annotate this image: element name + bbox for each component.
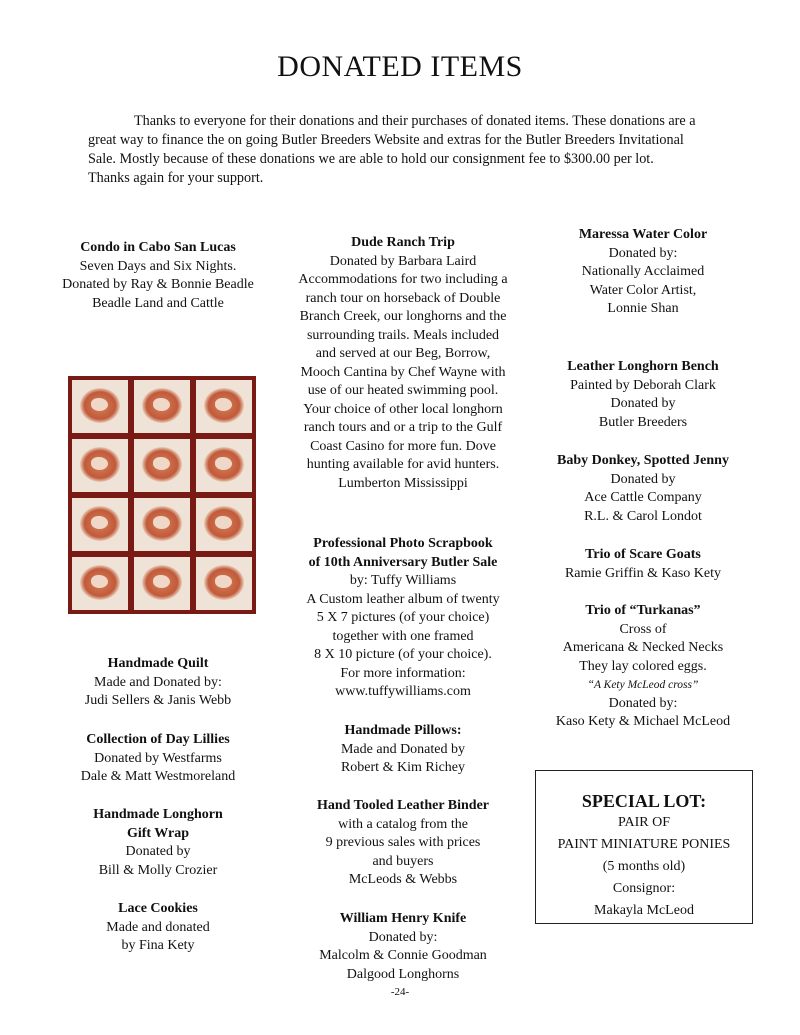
quilt-square (134, 557, 190, 610)
quilt-square (134, 380, 190, 433)
item-line: Water Color Artist, (589, 282, 697, 298)
quilt-square (72, 380, 128, 433)
quilt-square (134, 439, 190, 492)
special-lot-heading: SPECIAL LOT: (581, 791, 707, 811)
item-lace-cookies (48, 900, 268, 956)
item-title: Maressa Water Color (578, 227, 708, 242)
item-condo (48, 239, 268, 313)
special-lot-line: PAINT MINIATURE PONIES (557, 837, 731, 852)
item-line: Beadle Land and Cattle (92, 295, 224, 311)
item-scare-goats (536, 546, 750, 583)
item-line: Donated by: (608, 695, 678, 711)
item-line: Donated by Barbara Laird (329, 253, 477, 269)
quilt-square (72, 439, 128, 492)
item-line: Cross of (619, 621, 667, 637)
item-line: together with one framed (332, 628, 474, 644)
item-line: For more information: (340, 665, 466, 681)
item-line: by: Tuffy Williams (349, 573, 457, 588)
item-line: Donated by (610, 471, 676, 487)
quilt-square (134, 498, 190, 551)
item-line: Judi Sellers & Janis Webb (84, 693, 232, 708)
quilt-photo (68, 376, 256, 614)
item-line: They lay colored eggs. (579, 658, 707, 674)
item-line: by Fina Kety (121, 938, 195, 953)
item-line: Ace Cattle Company (584, 490, 702, 505)
item-line: Dale & Matt Westmoreland (80, 769, 236, 784)
item-line: and buyers (372, 853, 434, 869)
item-line: R.L. & Carol Londot (584, 508, 702, 524)
item-line: Made and Donated by (340, 741, 466, 757)
item-line: Mooch Cantina by Chef Wayne with (300, 364, 506, 380)
item-line: Branch Creek, our longhorns and the (299, 309, 507, 324)
special-lot-box (535, 770, 753, 924)
intro-paragraph: Thanks to everyone for their donations and their purchases of donated items. These donations are a great way to finance the on going Butler Breeders Website and extras for the Butler Breeders Invitational Sale. Mostly because of these donations we are able to hold our consignment fee to $300.00 per lot. Thanks again for your support. (88, 113, 696, 186)
quilt-square (196, 498, 252, 551)
item-longhorn-bench (536, 358, 750, 432)
item-title: Trio of Scare Goats (585, 547, 701, 562)
item-line: Americana & Necked Necks (562, 640, 724, 655)
item-handmade-quilt (48, 655, 268, 711)
item-photo-scrapbook (288, 535, 518, 702)
item-line: Your choice of other local longhorn (303, 401, 503, 417)
item-line: hunting available for avid hunters. (306, 457, 500, 472)
item-title: Lace Cookies (118, 901, 198, 916)
item-title: Gift Wrap (126, 825, 190, 841)
item-handmade-pillows (288, 722, 518, 778)
item-day-lillies (48, 731, 268, 787)
item-line: Donated by Westfarms (94, 750, 222, 766)
item-line: Robert & Kim Richey (340, 760, 466, 775)
quilt-square (196, 439, 252, 492)
item-gift-wrap (48, 806, 268, 880)
item-line: Butler Breeders (598, 414, 688, 430)
item-line: 8 X 10 picture (of your choice). (314, 647, 492, 662)
item-line: Accommodations for two including a (298, 272, 508, 287)
quilt-square (72, 498, 128, 551)
item-line: McLeods & Webbs (348, 872, 458, 887)
special-lot-line: PAIR OF (617, 815, 670, 830)
item-title: Handmade Quilt (107, 656, 209, 671)
item-line: 5 X 7 pictures (of your choice) (316, 610, 490, 625)
item-line: Donated by Ray & Bonnie Beadle (62, 277, 254, 292)
item-title: Professional Photo Scrapbook (313, 536, 493, 551)
item-line: Lonnie Shan (607, 301, 679, 316)
item-italic-note: “A Kety McLeod cross” (587, 679, 699, 691)
item-line: Donated by: (608, 245, 678, 261)
quilt-square (72, 557, 128, 610)
item-title: Leather Longhorn Bench (567, 359, 719, 374)
item-water-color (536, 226, 750, 319)
item-line: 9 previous sales with prices (325, 835, 481, 850)
page-number: -24- (390, 986, 410, 998)
item-line: Kaso Kety & Michael McLeod (555, 714, 731, 729)
item-line: Malcolm & Connie Goodman (319, 948, 487, 963)
item-baby-donkey (536, 452, 750, 526)
item-title: Handmade Pillows: (344, 723, 462, 738)
item-line: A Custom leather album of twenty (306, 591, 500, 607)
item-line: ranch tour on horseback of Double (305, 290, 501, 306)
item-henry-knife (288, 910, 518, 984)
item-line: Donated by (610, 396, 676, 411)
item-title: Handmade Longhorn (93, 807, 223, 822)
item-line: Ramie Griffin & Kaso Kety (564, 565, 722, 581)
item-line: Nationally Acclaimed (581, 264, 705, 279)
item-line: Donated by: (368, 929, 438, 945)
item-line: Made and donated (106, 919, 210, 935)
item-title: Collection of Day Lillies (86, 732, 230, 747)
quilt-square (196, 380, 252, 433)
item-line: Bill & Molly Crozier (98, 862, 218, 878)
item-title: William Henry Knife (339, 911, 467, 926)
special-lot-line: (5 months old) (602, 859, 686, 874)
item-line: ranch tours and or a trip to the Gulf (303, 420, 503, 435)
item-leather-binder (288, 797, 518, 890)
special-lot-line: Makayla McLeod (594, 903, 694, 918)
item-line: Donated by (125, 844, 191, 859)
special-lot-line: Consignor: (612, 881, 676, 896)
item-line: Coast Casino for more fun. Dove (310, 438, 496, 454)
item-line: Made and Donated by: (94, 674, 222, 690)
page-title: DONATED ITEMS (277, 50, 523, 83)
item-title: of 10th Anniversary Butler Sale (308, 554, 498, 570)
item-line: with a catalog from the (338, 816, 468, 832)
item-title: Dude Ranch Trip (351, 235, 455, 250)
item-line: Seven Days and Six Nights. (79, 258, 237, 274)
quilt-square (196, 557, 252, 610)
item-title: Baby Donkey, Spotted Jenny (557, 453, 729, 468)
item-line: use of our heated swimming pool. (307, 383, 499, 398)
item-title: Hand Tooled Leather Binder (316, 798, 490, 813)
item-line: Dalgood Longhorns (346, 966, 460, 982)
item-title: Condo in Cabo San Lucas (80, 240, 236, 255)
item-line: and served at our Beg, Borrow, (315, 346, 491, 361)
item-dude-ranch (288, 234, 518, 493)
item-turkanas (536, 602, 750, 732)
item-line: surrounding trails. Meals included (306, 327, 500, 343)
item-line: Painted by Deborah Clark (570, 377, 716, 393)
item-title: Trio of “Turkanas” (585, 603, 701, 618)
item-line: www.tuffywilliams.com (335, 684, 471, 699)
item-line: Lumberton Mississippi (338, 475, 468, 491)
